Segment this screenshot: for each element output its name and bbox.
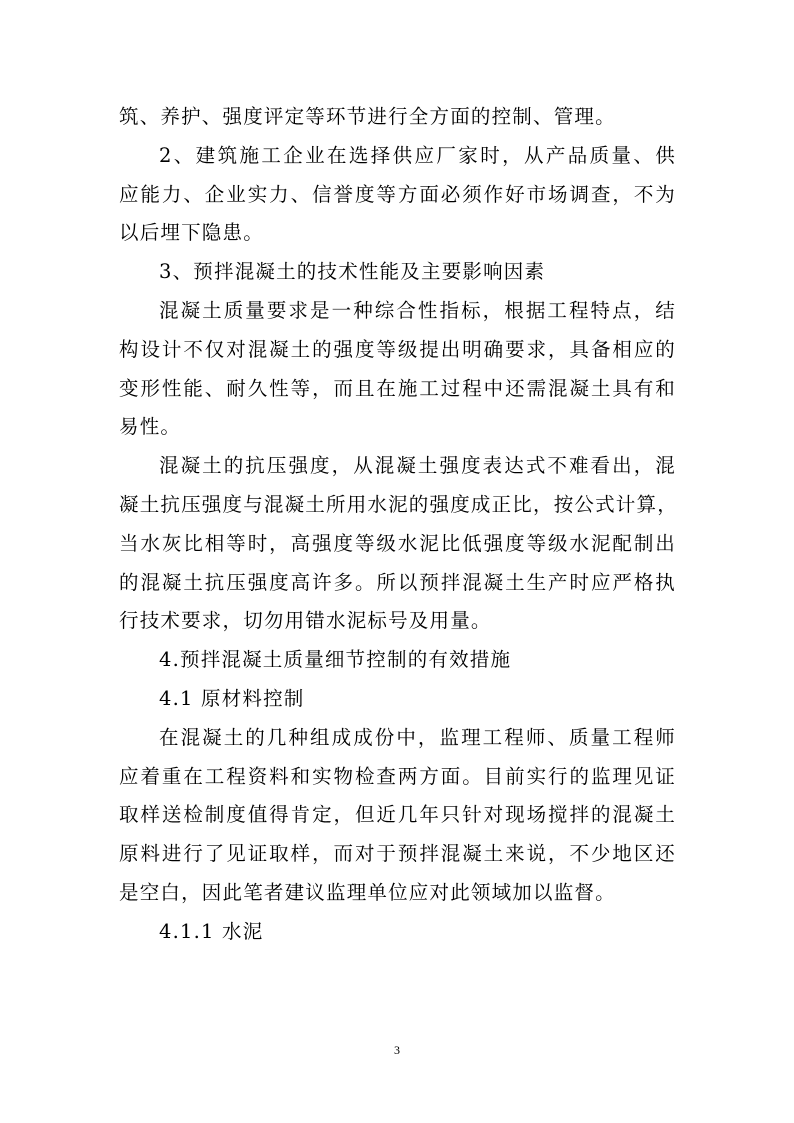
list-item-2-line: 2、建筑施工企业在选择供应厂家时，从产品质量、供 — [159, 143, 676, 167]
paragraph-line: 构设计不仅对混凝土的强度等级提出明确要求，具备相应的 — [119, 337, 676, 361]
paragraph-line: 原料进行了见证取样，而对于预拌混凝土来说，不少地区还 — [119, 842, 676, 866]
subsection-heading-4-1: 4.1 原材料控制 — [159, 686, 305, 710]
subsection-heading-4-1-1: 4.1.1 水泥 — [159, 919, 264, 943]
page-number: 3 — [394, 1043, 400, 1057]
paragraph-line: 混凝土的抗压强度，从混凝土强度表达式不难看出，混 — [159, 454, 676, 478]
paragraph-line: 是空白，因此笔者建议监理单位应对此领域加以监督。 — [119, 880, 616, 904]
paragraph-line: 在混凝土的几种组成成份中，监理工程师、质量工程师 — [159, 725, 676, 749]
body-text-line: 筑、养护、强度评定等环节进行全方面的控制、管理。 — [119, 105, 616, 128]
paragraph-line: 取样送检制度值得肯定，但近几年只针对现场搅拌的混凝土 — [119, 803, 676, 827]
paragraph-line: 当水灰比相等时，高强度等级水泥比低强度等级水泥配制出 — [119, 531, 676, 555]
paragraph-line: 行技术要求，切勿用错水泥标号及用量。 — [119, 609, 492, 633]
paragraph-line: 凝土抗压强度与混凝土所用水泥的强度成正比，按公式计算， — [119, 492, 678, 516]
paragraph-line: 的混凝土抗压强度高许多。所以预拌混凝土生产时应严格执 — [119, 570, 676, 594]
paragraph-line: 变形性能、耐久性等，而且在施工过程中还需混凝土具有和 — [119, 376, 676, 400]
paragraph-line: 混凝土质量要求是一种综合性指标，根据工程特点，结 — [159, 298, 676, 322]
section-heading-3: 3、预拌混凝土的技术性能及主要影响因素 — [159, 260, 546, 284]
list-item-2-line: 应能力、企业实力、信誉度等方面必须作好市场调查，不为 — [119, 182, 676, 206]
section-heading-4: 4.预拌混凝土质量细节控制的有效措施 — [159, 648, 512, 672]
paragraph-line: 应着重在工程资料和实物检查两方面。目前实行的监理见证 — [119, 764, 676, 788]
paragraph-line: 易性。 — [119, 415, 182, 439]
list-item-2-line: 以后埋下隐患。 — [119, 221, 264, 245]
document-body — [119, 98, 676, 952]
